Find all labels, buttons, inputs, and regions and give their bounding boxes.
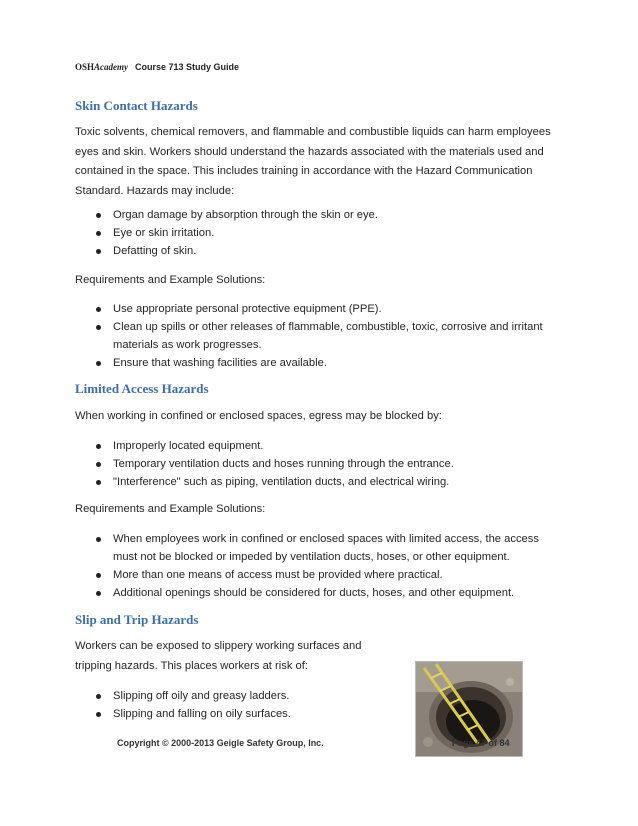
bullet-icon [96,694,101,699]
bullet-icon [96,480,101,485]
brand-academy: Academy [94,62,129,72]
bullet-icon [96,444,101,449]
footer-copyright: Copyright © 2000-2013 Geigle Safety Group, Inc. [117,738,324,748]
list-item: Additional openings should be considered for ducts, hoses, and other equipment. [75,584,555,602]
skin-hazards-list [75,206,555,260]
bullet-icon [96,231,101,236]
skin-intro: Toxic solvents, chemical removers, and flammable and combustible liquids can harm employees eyes and skin. Workers should understand the hazards associated with the materials used and contained in the space. This includes training in accordance with the Hazard Communication Standard. Hazards may include: [75,126,551,197]
heading-slip-trip: Slip and Trip Hazards [75,612,199,627]
heading-limited-access: Limited Access Hazards [75,381,209,396]
limited-intro: When working in confined or enclosed spaces, egress may be blocked by: [75,410,442,422]
limited-req-label: Requirements and Example Solutions: [75,503,266,515]
list-item: Temporary ventilation ducts and hoses running through the entrance. [75,455,555,473]
bullet-icon [96,712,101,717]
list-item: Improperly located equipment. [75,437,555,455]
slip-hazards-list [75,687,395,723]
footer-page-number: Page 47 of 84 [452,738,510,748]
list-item: Slipping and falling on oily surfaces. [75,705,395,723]
page-header [75,62,239,72]
slip-intro: Workers can be exposed to slippery working surfaces and tripping hazards. This places workers at risk of: [75,640,362,672]
bullet-icon [96,307,101,312]
list-item: When employees work in confined or enclosed spaces with limited access, the access must not be blocked or impeded by ventilation ducts, hoses, or other equipment. [75,530,555,566]
list-item: Ensure that washing facilities are available. [75,354,555,372]
list-item: Organ damage by absorption through the skin or eye. [75,206,555,224]
bullet-icon [96,213,101,218]
bullet-icon [96,361,101,366]
limited-solutions-list [75,530,555,602]
skin-solutions-list [75,300,555,372]
bullet-icon [96,325,101,330]
bullet-icon [96,573,101,578]
bullet-icon [96,249,101,254]
list-item: Eye or skin irritation. [75,224,555,242]
brand-osh: OSH [75,62,95,72]
skin-req-label: Requirements and Example Solutions: [75,274,266,286]
bullet-icon [96,537,101,542]
bullet-icon [96,591,101,596]
list-item: Slipping off oily and greasy ladders. [75,687,395,705]
list-item: "Interference" such as piping, ventilation ducts, and electrical wiring. [75,473,555,491]
list-item: Clean up spills or other releases of flammable, combustible, toxic, corrosive and irritant materials as work progresses. [75,318,555,354]
heading-skin-contact: Skin Contact Hazards [75,98,198,113]
course-title: Course 713 Study Guide [135,62,240,72]
list-item: Defatting of skin. [75,242,555,260]
list-item: More than one means of access must be provided where practical. [75,566,555,584]
limited-hazards-list [75,437,555,491]
list-item: Use appropriate personal protective equipment (PPE). [75,300,555,318]
bullet-icon [96,462,101,467]
